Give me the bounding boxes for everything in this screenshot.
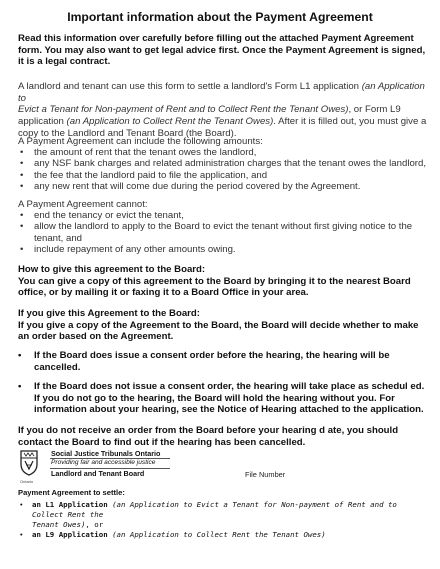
no-order-paragraph — [18, 425, 430, 448]
bullet-icon: • — [20, 530, 23, 539]
list-item: • end the tenancy or evict the tenant, — [18, 210, 430, 221]
intro-line: it is a legal contract. — [18, 56, 111, 68]
text-run: allow the landlord to apply to the Board to evict the tenant without first giving notice to the — [34, 221, 413, 233]
how-to-give-section — [18, 264, 430, 299]
settle-item-l9 — [18, 530, 430, 540]
bullet-icon: • — [18, 350, 22, 361]
intro-line: Read this information over carefully before filling out the attached Payment Agreement — [18, 33, 414, 44]
italic-run: (an Application to Collect Rent the Tenant Owes) — [66, 116, 274, 128]
italic-run: (an Application to — [18, 81, 425, 104]
list-item: • the fee that the landlord paid to file the application, and — [18, 170, 430, 181]
list-item — [18, 221, 430, 243]
logo-tagline: Providing fair and accessible justice — [51, 459, 156, 466]
text-run: . After it is filled out, you must give a — [273, 116, 427, 128]
bullet-icon: • — [18, 381, 22, 392]
settle-heading: Payment Agreement to settle: — [18, 488, 125, 497]
amounts-heading: A Payment Agreement can include the following amounts: — [18, 136, 263, 147]
application-label: an L9 Application — [32, 530, 108, 539]
section-line: You can give a copy of this agreement to the Board by bringing it to the nearest Board — [18, 275, 411, 287]
section-heading: If you give this Agreement to the Board: — [18, 308, 200, 319]
cannot-list — [18, 210, 430, 255]
italic-run: Evict a Tenant for Non-payment of Rent and to Collect Rent the Tenant Owes) — [18, 104, 349, 116]
bullet-line: If the Board does issue a consent order before the hearing, the hearing will be — [34, 350, 390, 361]
settle-item-l1 — [18, 500, 430, 530]
section-line: If you do not receive an order from the Board before your hearing d ate, you should — [18, 425, 399, 436]
amounts-section — [18, 136, 430, 192]
application-description: (an Application to Evict a Tenant for Non-payment of Rent and to Collect Rent the — [32, 500, 397, 519]
file-number-label: File Number — [245, 470, 286, 479]
crest-label: Ontario — [20, 479, 34, 484]
list-item: • include repayment of any other amounts owing. — [18, 244, 430, 255]
application-description: Tenant Owes) — [32, 520, 86, 529]
bullet-line: If you do not go to the hearing, the Board will hold the hearing without you. For — [34, 392, 395, 404]
section-line: an order based on the Agreement. — [18, 331, 174, 343]
text-run: copy to the Landlord and Tenant Board (the Board). — [18, 127, 237, 139]
section-heading: How to give this agreement to the Board: — [18, 264, 206, 275]
page-title: Important information about the Payment Agreement — [67, 10, 373, 24]
tribunal-logo — [18, 449, 208, 489]
intro-line: form. You may also want to get legal advice first. Once the Payment Agreement is signed, — [18, 44, 426, 56]
text-run: , or — [85, 520, 104, 529]
list-item: • any NSF bank charges and related administration charges that the tenant owes the landlord, — [18, 158, 430, 169]
logo-board-name: Landlord and Tenant Board — [51, 469, 145, 478]
bullet-icon: • — [20, 500, 23, 509]
form-use-paragraph — [18, 81, 430, 140]
bullet-line: information about your hearing, see the Notice of Hearing attached to the application. — [34, 404, 424, 416]
settle-section — [18, 488, 430, 540]
ontario-crest-icon — [18, 449, 40, 477]
section-line: office, or by mailing it or faxing it to a Board Office in your area. — [18, 287, 309, 299]
intro-paragraph — [18, 33, 430, 68]
if-give-section — [18, 308, 430, 343]
no-consent-order-bullet — [18, 381, 430, 416]
cannot-heading: A Payment Agreement cannot: — [18, 199, 148, 210]
cannot-section — [18, 199, 430, 255]
list-item: • the amount of rent that the tenant owes the landlord, — [18, 147, 430, 158]
text-run: A landlord and tenant can use this form to settle a landlord's Form L1 application — [18, 81, 362, 92]
section-line: If you give a copy of the Agreement to the Board, the Board will decide whether to make — [18, 319, 419, 331]
amounts-list — [18, 147, 430, 192]
logo-tribunals-name: Social Justice Tribunals Ontario — [51, 449, 161, 458]
list-item: • any new rent that will come due during the period covered by the Agreement. — [18, 181, 430, 192]
text-run: tenant, and — [34, 232, 83, 244]
text-run: application — [18, 116, 67, 128]
section-line: contact the Board to find out if the hearing has been cancelled. — [18, 436, 306, 448]
bullet-line: If the Board does not issue a consent order, the hearing will take place as schedul ed. — [34, 381, 425, 392]
bullet-line: cancelled. — [34, 361, 81, 373]
application-label: an L1 Application — [32, 500, 108, 509]
text-run: , or Form L9 — [348, 104, 401, 116]
consent-order-bullet — [18, 350, 430, 373]
application-description: (an Application to Collect Rent the Tenant Owes) — [112, 530, 326, 539]
